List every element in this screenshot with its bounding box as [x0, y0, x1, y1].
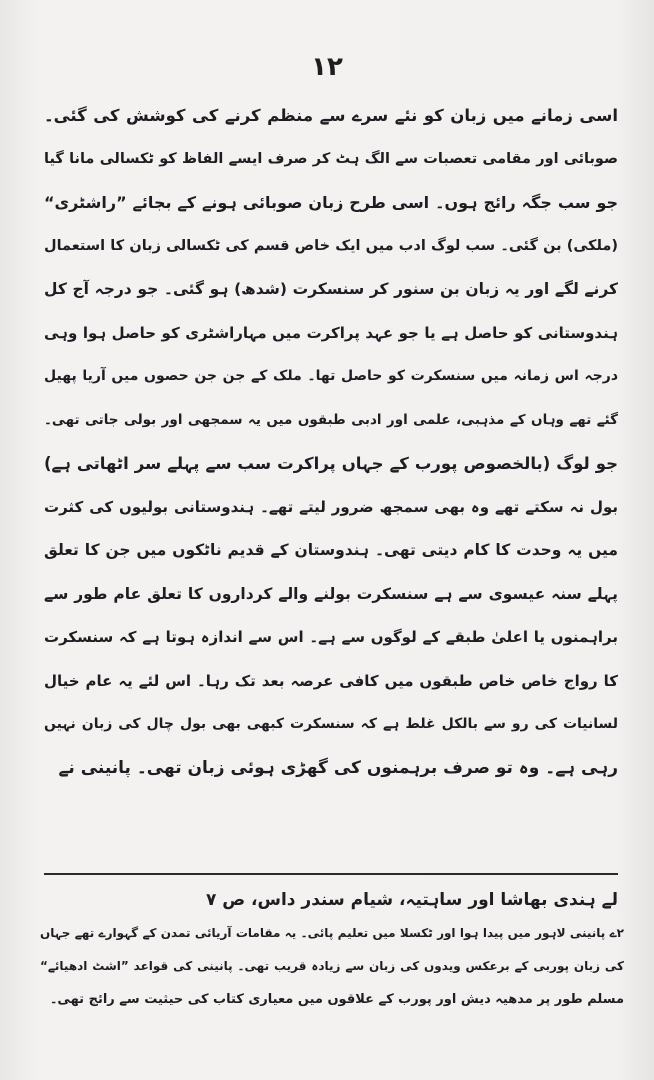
footnote-2: ۲ے پانینی لاہور میں پیدا ہوا اور ٹکسلا میں تعلیم پائی۔ یہ مقامات آریائی تمدن کے گہوارے تھے جہاں [40, 926, 624, 940]
footnotes [40, 884, 624, 1016]
text-line: (ملکی) بن گئی۔ سب لوگ ادب میں ایک خاص قسم کی ٹکسالی زبان کا استعمال [44, 237, 618, 254]
text-line: گئے تھے وہاں کے مذہبی، علمی اور ادبی طبقوں میں یہ سمجھی اور بولی جاتی تھی۔ [44, 411, 618, 428]
body-text [44, 94, 618, 790]
text-line: کا رواج خاص خاص طبقوں میں کافی عرصہ بعد تک رہا۔ اس لئے یہ عام خیال [44, 671, 618, 690]
text-line: اسی زمانے میں زبان کو نئے سرے سے منظم کرنے کی کوشش کی گئی۔ [44, 106, 618, 125]
text-line: درجہ اس زمانہ میں سنسکرت کو حاصل تھا۔ ملک کے جن جن حصوں میں آریا پھیل [44, 368, 618, 384]
text-line: براہمنوں یا اعلیٰ طبقے کے لوگوں سے ہے۔ اس سے اندازہ ہوتا ہے کہ سنسکرت [44, 628, 618, 646]
text-line: لسانیات کی رو سے بالکل غلط ہے کہ سنسکرت کبھی بھی بول چال کی زبان نہیں [44, 716, 618, 732]
text-line: ہندوستانی کو حاصل ہے یا جو عہد پراکرت میں مہاراشٹری کو حاصل ہوا وہی [44, 323, 618, 342]
text-line: کرنے لگے اور یہ زبان بن سنور کر سنسکرت (شدھ) ہو گئی۔ جو درجہ آج کل [44, 280, 618, 298]
footnote-1: لے ہندی بھاشا اور ساہتیہ، شیام سندر داس، ص ۷ [205, 890, 618, 910]
text-line: جو لوگ (بالخصوص پورب کے جہاں پراکرت سب سے پہلے سر اٹھاتی ہے) [44, 454, 618, 473]
text-line: بول نہ سکتے تھے وہ بھی سمجھ ضرور لیتے تھے۔ ہندوستانی بولیوں کی کثرت [44, 497, 618, 516]
text-line: میں یہ وحدت کا کام دیتی تھی۔ ہندوستان کے قدیم ناٹکوں میں جن کا تعلق [44, 541, 618, 559]
text-line: پہلے سنہ عیسوی سے ہے سنسکرت بولنے والے کرداروں کا تعلق عام طور سے [44, 584, 618, 603]
text-line: جو سب جگہ رائج ہوں۔ اسی طرح زبان صوبائی ہونے کے بجائے ”راشٹری“ [44, 193, 618, 212]
text-line: صوبائی اور مقامی تعصبات سے الگ ہٹ کر صرف ایسے الفاظ کو ٹکسالی مانا گیا [44, 150, 618, 167]
page-number: ١٢ [311, 52, 343, 82]
text-line: رہی ہے۔ وہ تو صرف برہمنوں کی گھڑی ہوئی زبان تھی۔ پانینی نے [58, 757, 618, 778]
footnote-divider [44, 873, 618, 875]
footnote-2-continued: مسلم طور پر مدھیہ دیش اور پورب کے علاقوں میں معیاری کتاب کی حیثیت سے رائج تھی۔ [49, 992, 624, 1007]
footnote-2-continued: کی زبان پوربی کے برعکس ویدوں کی زبان سے زیادہ قریب تھی۔ پانینی کی قواعد ”اشٹ ادھیائے“ [40, 959, 624, 973]
